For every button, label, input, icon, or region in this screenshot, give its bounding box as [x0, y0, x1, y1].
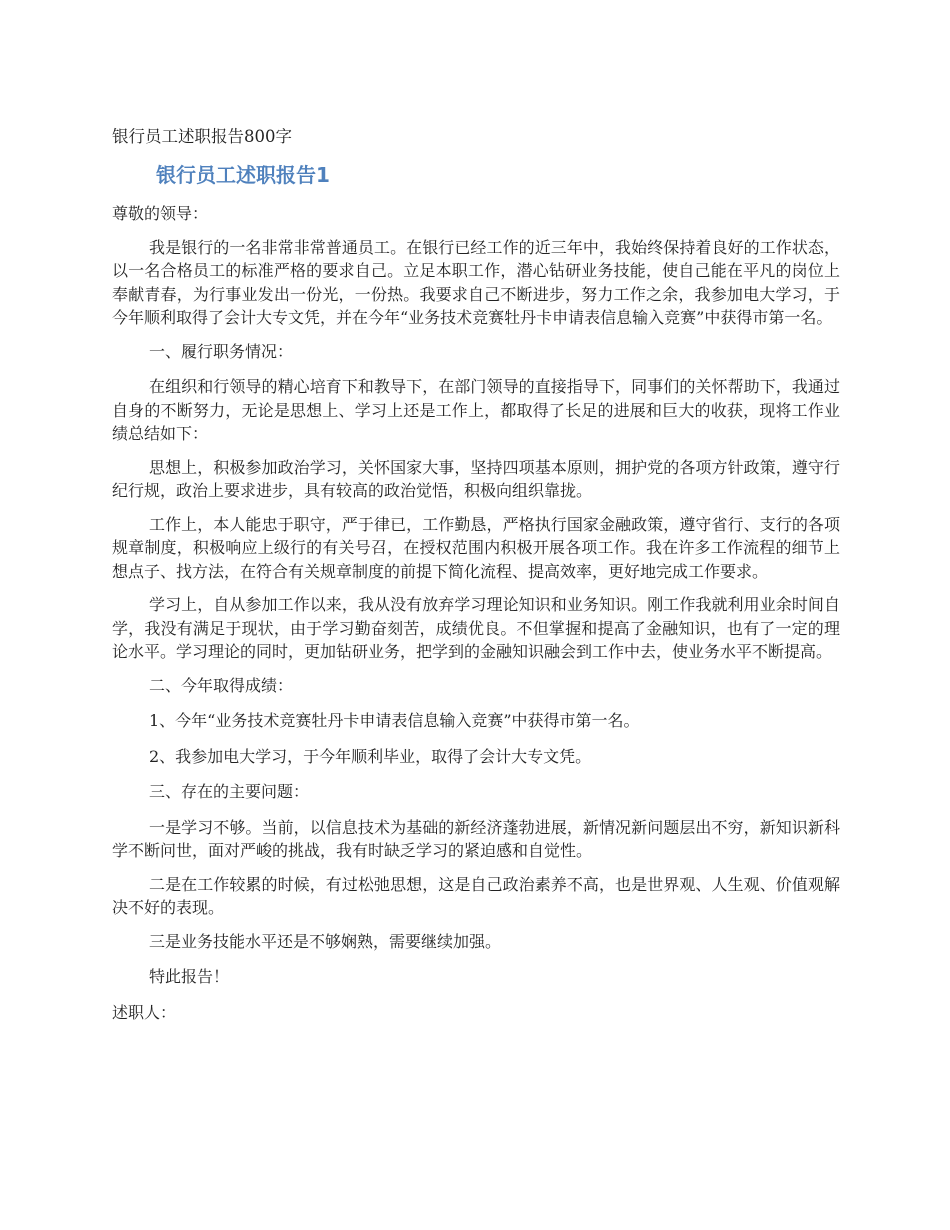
intro-paragraph: 我是银行的一名非常非常普通员工。在银行已经工作的近三年中，我始终保持着良好的工作状态，以一名合格员工的标准严格的要求自己。立足本职工作，潜心钻研业务技能，使自己能在平凡的岗位上奉献青春，为行事业发出一份光，一份热。我要求自己不断进步，努力工作之余，我参加电大学习，于今年顺利取得了会计大专文凭，并在今年“业务技术竞赛牡丹卡申请表信息输入竞赛”中获得市第一名。 — [112, 237, 840, 327]
document-body — [112, 124, 840, 1034]
problem-paragraph-1: 一是学习不够。当前，以信息技术为基础的新经济蓬勃进展，新情况新问题层出不穷，新知识新科学不断问世，面对严峻的挑战，我有时缺乏学习的紧迫感和自觉性。 — [112, 817, 840, 860]
achievement-item-1: 1、今年“业务技术竞赛牡丹卡申请表信息输入竞赛”中获得市第一名。 — [149, 711, 640, 730]
section1-intro-paragraph: 在组织和行领导的精心培育下和教导下，在部门领导的直接指导下，同事们的关怀帮助下，我通过自身的不断努力，无论是思想上、学习上还是工作上，都取得了长足的进展和巨大的收获，现将工作业绩总结如下： — [112, 377, 840, 443]
study-paragraph: 学习上，自从参加工作以来，我从没有放弃学习理论知识和业务知识。刚工作我就利用业余时间自学，我没有满足于现状，由于学习勤奋刻苦，成绩优良。不但掌握和提高了金融知识，也有了一定的理论水平。学习理论的同时，更加钻研业务，把学到的金融知识融会到工作中去，使业务水平不断提高。 — [112, 595, 840, 661]
salutation: 尊敬的领导： — [112, 204, 209, 223]
section1-title: 一、履行职务情况： — [149, 341, 294, 361]
signature-line: 述职人： — [112, 1002, 177, 1022]
section3-title: 三、存在的主要问题： — [149, 782, 310, 801]
work-paragraph: 工作上，本人能忠于职守，严于律已，工作勤恳，严格执行国家金融政策，遵守省行、支行的各项规章制度，积极响应上级行的有关号召，在授权范围内积极开展各项工作。我在许多工作流程的细节上想点子、找方法，在符合有关规章制度的前提下简化流程、提高效率，更好地完成工作要求。 — [112, 514, 840, 581]
report-heading: 银行员工述职报告1 — [156, 163, 330, 187]
problem-paragraph-2: 二是在工作较累的时候，有过松弛思想，这是自己政治素养不高，也是世界观、人生观、价值观解决不好的表现。 — [112, 874, 840, 917]
thought-paragraph: 思想上，积极参加政治学习，关怀国家大事，坚持四项基本原则，拥护党的各项方针政策，遵守行纪行规，政治上要求进步，具有较高的政治觉悟，积极向组织靠拢。 — [112, 457, 840, 500]
section2-title: 二、今年取得成绩： — [149, 675, 294, 695]
closing-line: 特此报告！ — [149, 967, 230, 986]
document-title: 银行员工述职报告800字 — [112, 127, 292, 146]
achievement-item-2: 2、我参加电大学习，于今年顺利毕业，取得了会计大专文凭。 — [149, 746, 592, 766]
problem-paragraph-3: 三是业务技能水平还是不够娴熟，需要继续加强。 — [149, 931, 502, 951]
